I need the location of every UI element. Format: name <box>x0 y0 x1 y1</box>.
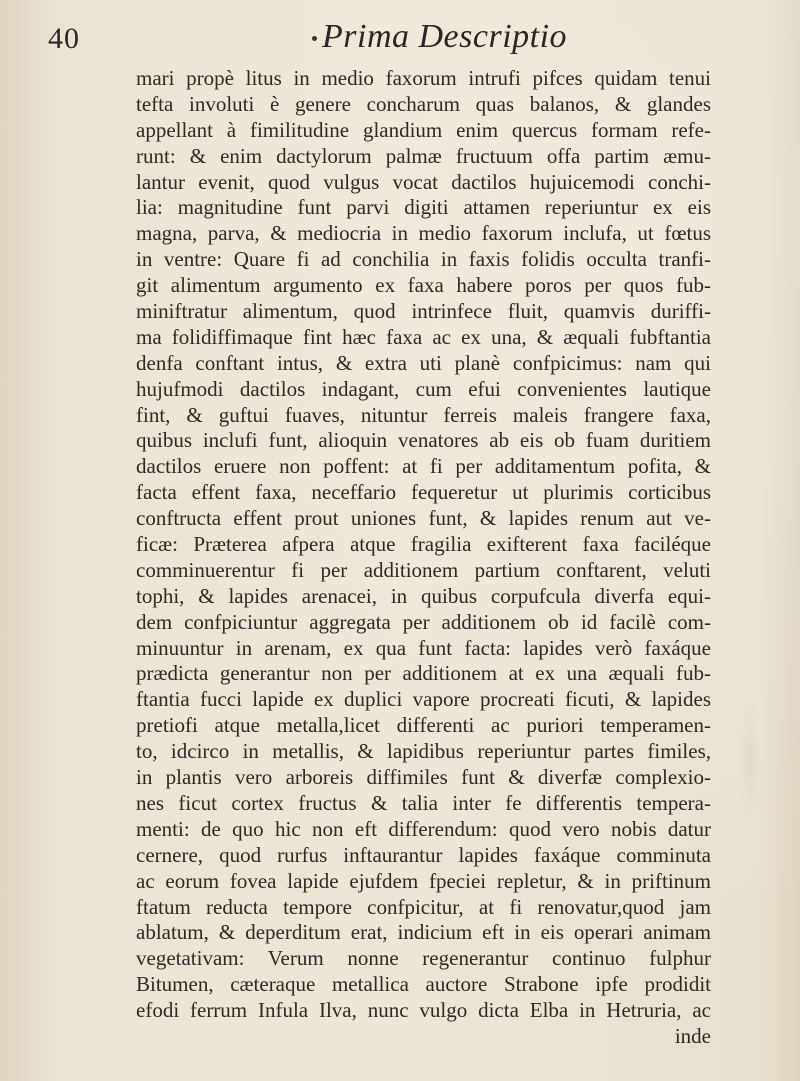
text-line: ficæ: Præterea afpera atque fragilia exifterent faxa faciléque <box>136 532 711 557</box>
text-line: prædicta generantur non per additionem at ex una æquali fub- <box>136 661 711 686</box>
text-line: tefta involuti è genere concharum quas balanos, & glandes <box>136 91 711 116</box>
text-line: efodi ferrum Infula Ilva, nunc vulgo dicta Elba in Hetruria, ac <box>136 998 711 1023</box>
text-line: nes ficut cortex fructus & talia inter fe differentis tempera- <box>136 790 711 815</box>
text-line: quibus inclufi funt, alioquin venatores ab eis ob fuam duritiem <box>136 428 711 453</box>
text-line: runt: & enim dactylorum palmæ fructuum offa partim æmu- <box>136 143 711 168</box>
text-line: lantur evenit, quod vulgus vocat dactilos hujuicemodi conchi- <box>136 169 711 194</box>
text-line: ac eorum fovea lapide ejufdem fpeciei repletur, & in priftinum <box>136 868 711 893</box>
text-line: pretiofi atque metalla,licet differenti ac puriori temperamen- <box>136 713 711 738</box>
text-line: tophi, & lapides arenacei, in quibus corpufcula diverfa equi- <box>136 583 711 608</box>
text-line: git alimentum argumento ex faxa habere poros per quos fub- <box>136 273 711 298</box>
text-line: comminuerentur fi per additionem partium conftarent, veluti <box>136 557 711 582</box>
text-line: minuuntur in arenam, ex qua funt facta: lapides verò faxáque <box>136 635 711 660</box>
text-line: conftructa effent prout uniones funt, & lapides renum aut ve- <box>136 506 711 531</box>
running-head: Prima Descriptio <box>322 18 568 55</box>
text-line: in ventre: Quare fi ad conchilia in faxis folidis occulta tranfi- <box>136 247 711 272</box>
text-line: mari propè litus in medio faxorum intrufi pifces quidam tenui <box>136 66 711 90</box>
header-dot <box>312 36 317 41</box>
text-line: dem confpiciuntur aggregata per additionem ob id facilè com- <box>136 609 711 634</box>
text-line: ablatum, & deperditum erat, indicium eft in eis operari animam <box>136 920 711 945</box>
text-line: hujufmodi dactilos indagant, cum efui convenientes lautique <box>136 376 711 401</box>
text-line: to, idcirco in metallis, & lapidibus reperiuntur partes fimiles, <box>136 739 711 764</box>
text-line: in plantis vero arboreis diffimiles funt & diverfæ complexio- <box>136 765 711 790</box>
page-number: 40 <box>48 22 80 55</box>
text-line: cernere, quod rurfus inftaurantur lapides faxáque comminuta <box>136 842 711 867</box>
text-line: fint, & guftui fuaves, nituntur ferreis maleis frangere faxa, <box>136 402 711 427</box>
text-line: vegetativam: Verum nonne regenerantur continuo fulphur <box>136 946 711 971</box>
text-line: menti: de quo hic non eft differendum: quod vero nobis datur <box>136 816 711 841</box>
body-text <box>136 66 711 1050</box>
catchword: inde <box>674 1023 711 1048</box>
text-line: ma folidiffimaque fint hæc faxa ac ex una, & æquali fubftantia <box>136 324 711 349</box>
text-line: dactilos eruere non poffent: at fi per additamentum pofita, & <box>136 454 711 479</box>
text-line: appellant à fimilitudine glandium enim quercus formam refe- <box>136 117 711 142</box>
text-line: facta effent faxa, neceffario fequeretur ut plurimis corticibus <box>136 480 711 505</box>
text-line: denfa conftant intus, & extra uti planè confpicimus: nam qui <box>136 350 711 375</box>
paper-stain <box>740 700 760 820</box>
text-line: ftantia fucci lapide ex duplici vapore procreati ficuti, & lapides <box>136 687 711 712</box>
text-line: ftatum reducta tempore confpicitur, at fi renovatur,quod jam <box>136 894 711 919</box>
text-line: Bitumen, cæteraque metallica auctore Strabone ipfe prodidit <box>136 972 711 997</box>
text-line: lia: magnitudine funt parvi digiti attamen reperiuntur ex eis <box>136 195 711 220</box>
text-line: magna, parva, & mediocria in medio faxorum inclufa, ut fœtus <box>136 221 711 246</box>
text-line: miniftratur alimentum, quod intrinfece fluit, quamvis duriffi- <box>136 299 711 324</box>
